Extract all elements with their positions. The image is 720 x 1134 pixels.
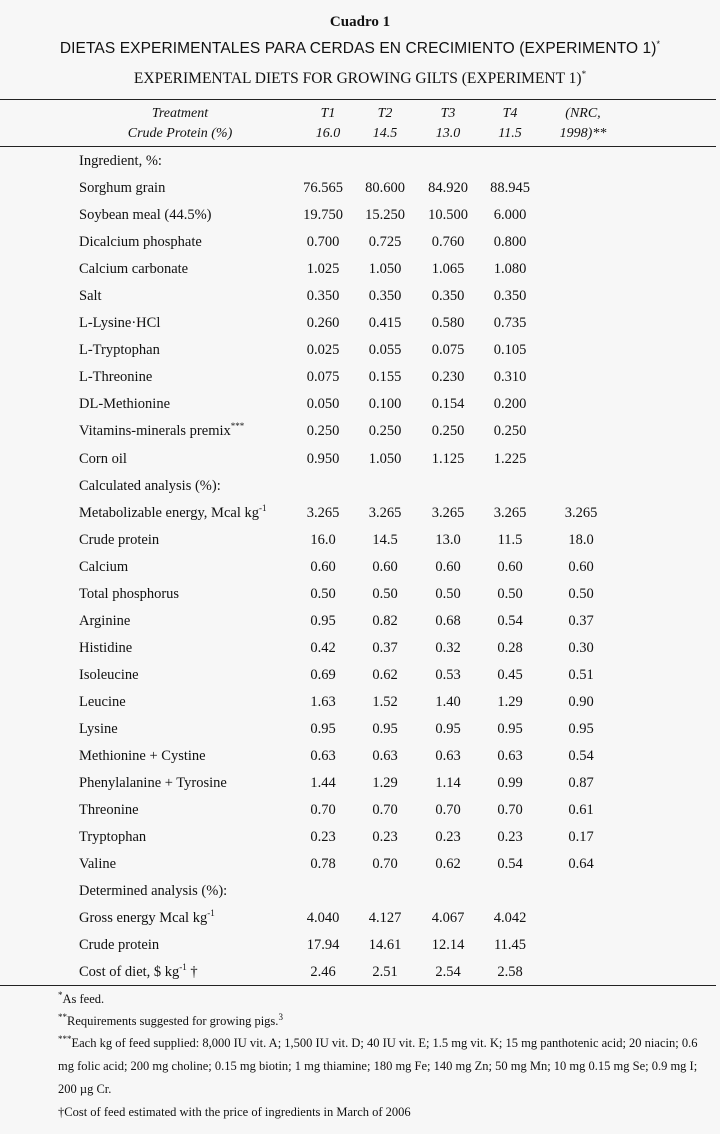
- table-row: [0, 148, 720, 175]
- row-value: 0.63: [372, 748, 398, 765]
- row-label: Dicalcium phosphate: [79, 234, 202, 251]
- row-value: 84.920: [428, 180, 468, 197]
- row-value: 1.40: [435, 693, 461, 710]
- row-value: 1.29: [372, 775, 398, 792]
- row-value: 0.23: [372, 829, 398, 846]
- row-value: 0.62: [435, 856, 461, 873]
- row-value: 0.50: [568, 585, 594, 602]
- header-col-t1: T1 16.0: [315, 106, 341, 141]
- row-value: 0.32: [435, 639, 461, 656]
- row-value: 10.500: [428, 207, 468, 224]
- table-row: [0, 256, 720, 283]
- row-value: 1.025: [306, 261, 340, 278]
- table-row: [0, 716, 720, 743]
- header-treatment-label: Treatment: [151, 106, 209, 121]
- table-row: [0, 473, 720, 500]
- row-value: 0.100: [368, 396, 402, 413]
- row-label: Cost of diet, $ $kg^{-1}$ †: [79, 962, 198, 981]
- row-label: Sorghum grain: [79, 180, 166, 197]
- table-row: [0, 391, 720, 418]
- row-label: Calcium carbonate: [79, 261, 189, 278]
- header-crude-protein-label: Crude Protein (%): [127, 126, 233, 141]
- row-label: Calcium: [79, 558, 129, 575]
- row-value: 0.055: [368, 342, 402, 359]
- row-label: Metabolizable energy, Mcal $kg^{-1}$: [79, 502, 267, 521]
- row-label: Valine: [79, 856, 117, 873]
- row-value: 0.95: [497, 720, 523, 737]
- row-value: 0.025: [306, 342, 340, 359]
- row-value: 0.54: [497, 612, 523, 629]
- row-value: 0.63: [497, 748, 523, 765]
- row-label: Phenylalanine + Tyrosine: [79, 775, 227, 792]
- row-value: 11.5: [497, 531, 523, 548]
- row-value: 2.54: [435, 964, 461, 981]
- row-label: Total phosphorus: [79, 585, 180, 602]
- table-row: [0, 635, 720, 662]
- table-row: [0, 500, 720, 527]
- table-row: [0, 905, 720, 932]
- row-value: 0.62: [372, 666, 398, 683]
- table-body: [0, 148, 720, 986]
- row-label: Methionine + Cystine: [79, 748, 206, 765]
- row-value: 0.63: [435, 748, 461, 765]
- table-row: [0, 959, 720, 986]
- row-value: 0.95: [568, 720, 594, 737]
- table-row: [0, 446, 720, 473]
- row-value: 0.700: [306, 234, 340, 251]
- row-value: 14.61: [368, 937, 402, 954]
- row-value: 1.050: [368, 450, 402, 467]
- row-label: Tryptophan: [79, 829, 147, 846]
- row-value: 0.70: [372, 856, 398, 873]
- row-value: 1.52: [372, 693, 398, 710]
- row-value: 0.61: [568, 802, 594, 819]
- row-value: 0.70: [497, 802, 523, 819]
- table-row: [0, 878, 720, 905]
- table-row: [0, 581, 720, 608]
- row-value: 0.42: [310, 639, 336, 656]
- row-value: 0.53: [435, 666, 461, 683]
- row-value: 18.0: [568, 531, 594, 548]
- row-value: 0.350: [306, 288, 340, 305]
- row-value: 0.60: [435, 558, 461, 575]
- row-value: 0.90: [568, 693, 594, 710]
- row-label: Soybean meal (44.5%): [79, 207, 212, 224]
- row-value: 0.37: [568, 612, 594, 629]
- table-row: [0, 689, 720, 716]
- row-value: 3.265: [306, 504, 340, 521]
- row-value: 0.95: [372, 720, 398, 737]
- row-value: 0.50: [372, 585, 398, 602]
- row-value: 3.265: [431, 504, 465, 521]
- table-row: [0, 797, 720, 824]
- title-english-mark: *: [581, 68, 587, 79]
- row-value: 0.350: [368, 288, 402, 305]
- row-value: 0.60: [310, 558, 336, 575]
- row-value: 4.042: [493, 910, 527, 927]
- row-value: 0.155: [368, 369, 402, 386]
- table-row: [0, 851, 720, 878]
- row-value: 1.44: [310, 775, 336, 792]
- table-row: [0, 229, 720, 256]
- row-label: Leucine: [79, 693, 126, 710]
- row-value: 0.800: [493, 234, 527, 251]
- header-col-t3: T3 13.0: [435, 106, 461, 141]
- row-value: 0.760: [431, 234, 465, 251]
- row-value: 12.14: [431, 937, 465, 954]
- row-value: 0.350: [493, 288, 527, 305]
- row-value: 0.87: [568, 775, 594, 792]
- row-value: 88.945: [490, 180, 530, 197]
- row-value: 1.14: [435, 775, 461, 792]
- header-treatment: [60, 104, 300, 144]
- row-value: 0.70: [372, 802, 398, 819]
- row-value: 76.565: [303, 180, 343, 197]
- row-value: 0.68: [435, 612, 461, 629]
- row-value: 0.230: [431, 369, 465, 386]
- header-rule: [0, 146, 716, 147]
- row-value: 4.067: [431, 910, 465, 927]
- row-value: 1.065: [431, 261, 465, 278]
- row-value: 0.23: [435, 829, 461, 846]
- table-row: [0, 175, 720, 202]
- row-value: 0.63: [310, 748, 336, 765]
- row-value: 0.260: [306, 315, 340, 332]
- table-row: [0, 418, 720, 445]
- row-value: 1.63: [310, 693, 336, 710]
- bottom-rule: [0, 985, 716, 986]
- row-label: Ingredient, %:: [79, 153, 162, 169]
- row-value: 0.54: [497, 856, 523, 873]
- row-value: 1.29: [497, 693, 523, 710]
- row-value: 2.51: [372, 964, 398, 981]
- row-value: 0.310: [493, 369, 527, 386]
- row-value: 0.70: [435, 802, 461, 819]
- row-value: 0.45: [497, 666, 523, 683]
- row-value: 0.95: [310, 612, 336, 629]
- table-row: [0, 662, 720, 689]
- title-spanish-mark: *: [656, 38, 661, 49]
- row-label: Vitamins-minerals premix***: [79, 421, 245, 440]
- row-value: 0.154: [431, 396, 465, 413]
- row-value: 0.250: [431, 423, 465, 440]
- row-value: 0.99: [497, 775, 523, 792]
- row-value: 0.075: [306, 369, 340, 386]
- row-value: 0.69: [310, 666, 336, 683]
- row-value: 1.050: [368, 261, 402, 278]
- row-value: 0.250: [493, 423, 527, 440]
- row-label: Histidine: [79, 639, 133, 656]
- row-value: 0.23: [497, 829, 523, 846]
- row-label: Isoleucine: [79, 666, 139, 683]
- row-value: 0.64: [568, 856, 594, 873]
- row-value: 0.735: [493, 315, 527, 332]
- row-value: 0.50: [435, 585, 461, 602]
- title-english: EXPERIMENTAL DIETS FOR GROWING GILTS (EXPERIMENT 1)*: [133, 68, 587, 87]
- footnote: †Cost of feed estimated with the price of ingredients in March of 2006: [58, 1105, 411, 1119]
- table-row: [0, 202, 720, 229]
- row-value: 0.82: [372, 612, 398, 629]
- row-value: 0.30: [568, 639, 594, 656]
- row-value: 14.5: [372, 531, 398, 548]
- row-label: Corn oil: [79, 450, 127, 467]
- row-label: Determined analysis (%):: [79, 883, 228, 900]
- table-row: [0, 932, 720, 959]
- table-row: [0, 770, 720, 797]
- row-label: Crude protein: [79, 531, 160, 548]
- row-label: Lysine: [79, 720, 118, 737]
- row-value: 1.080: [493, 261, 527, 278]
- header-col-t2: T2 14.5: [372, 106, 398, 141]
- table-row: [0, 310, 720, 337]
- row-label: Crude protein: [79, 937, 160, 954]
- title-spanish: DIETAS EXPERIMENTALES PARA CERDAS EN CRECIMIENTO (EXPERIMENTO 1)*: [59, 38, 661, 57]
- row-value: 80.600: [365, 180, 405, 197]
- row-value: 1.125: [431, 450, 465, 467]
- table-row: [0, 554, 720, 581]
- row-value: 0.50: [310, 585, 336, 602]
- row-label: Threonine: [79, 802, 139, 819]
- row-label: L-Tryptophan: [79, 342, 160, 359]
- row-value: 3.265: [368, 504, 402, 521]
- row-value: 0.580: [431, 315, 465, 332]
- row-value: 1.225: [493, 450, 527, 467]
- row-value: 6.000: [493, 207, 527, 224]
- table-row: [0, 283, 720, 310]
- row-value: 2.46: [310, 964, 336, 981]
- row-value: 0.60: [372, 558, 398, 575]
- row-value: 0.23: [310, 829, 336, 846]
- row-value: 3.265: [564, 504, 598, 521]
- row-value: 4.127: [368, 910, 402, 927]
- row-value: 0.250: [368, 423, 402, 440]
- row-value: 4.040: [306, 910, 340, 927]
- row-value: 0.050: [306, 396, 340, 413]
- top-rule: [0, 99, 716, 100]
- table-caption: Cuadro 1: [329, 14, 391, 30]
- row-value: 3.265: [493, 504, 527, 521]
- row-label: Gross energy Mcal $kg^{-1}$: [79, 908, 215, 927]
- row-value: 19.750: [303, 207, 343, 224]
- footnotes: [58, 988, 714, 1123]
- table-row: [0, 527, 720, 554]
- row-value: 16.0: [310, 531, 336, 548]
- footnote: ***Each kg of feed supplied: 8,000 IU vit. A; 1,500 IU vit. D; 40 IU vit. E; 1.5 mg vit. K; 15 mg panthotenic acid; 20 niacin; 0.6 mg folic acid; 200 mg choline; 0.15 mg biotin; 1 mg thiamine; 180 mg Fe; 140 mg Zn; 50 mg Mn; 10 mg 0.15 mg Se; 0.9 mg I; 200 µg Cr.: [58, 1033, 698, 1096]
- table-row: [0, 337, 720, 364]
- row-value: 0.60: [497, 558, 523, 575]
- row-value: 0.51: [568, 666, 594, 683]
- footnote: *As feed.: [58, 989, 105, 1006]
- row-label: Salt: [79, 288, 102, 305]
- row-value: 17.94: [306, 937, 340, 954]
- row-label: Arginine: [79, 612, 131, 629]
- row-value: 0.415: [368, 315, 402, 332]
- row-value: 0.95: [310, 720, 336, 737]
- row-value: 0.105: [493, 342, 527, 359]
- row-value: 11.45: [493, 937, 527, 954]
- row-value: 0.28: [497, 639, 523, 656]
- header-col-t4: T4 11.5: [498, 106, 522, 141]
- table-row: [0, 364, 720, 391]
- row-value: 2.58: [497, 964, 523, 981]
- table-row: [0, 608, 720, 635]
- row-label: DL-Methionine: [79, 396, 171, 413]
- row-value: 0.60: [568, 558, 594, 575]
- row-value: 0.70: [310, 802, 336, 819]
- row-value: 0.95: [435, 720, 461, 737]
- row-label: L-Lysine·HCl: [79, 315, 161, 332]
- row-value: 0.075: [431, 342, 465, 359]
- row-label: L-Threonine: [79, 369, 153, 386]
- row-value: 0.50: [497, 585, 523, 602]
- table-row: [0, 743, 720, 770]
- row-value: 13.0: [435, 531, 461, 548]
- row-value: 0.250: [306, 423, 340, 440]
- row-value: 15.250: [365, 207, 405, 224]
- footnote: **Requirements suggested for growing pigs.$^3$: [58, 1011, 283, 1028]
- row-label: Calculated analysis (%):: [79, 477, 221, 494]
- row-value: 0.725: [368, 234, 402, 251]
- table-row: [0, 824, 720, 851]
- header-col-nrc: (NRC, 1998)**: [559, 106, 607, 141]
- row-value: 0.78: [310, 856, 336, 873]
- row-value: 0.37: [372, 639, 398, 656]
- row-value: 0.54: [568, 748, 594, 765]
- row-value: 0.950: [306, 450, 340, 467]
- row-value: 0.200: [493, 396, 527, 413]
- row-value: 0.17: [568, 829, 594, 846]
- row-value: 0.350: [431, 288, 465, 305]
